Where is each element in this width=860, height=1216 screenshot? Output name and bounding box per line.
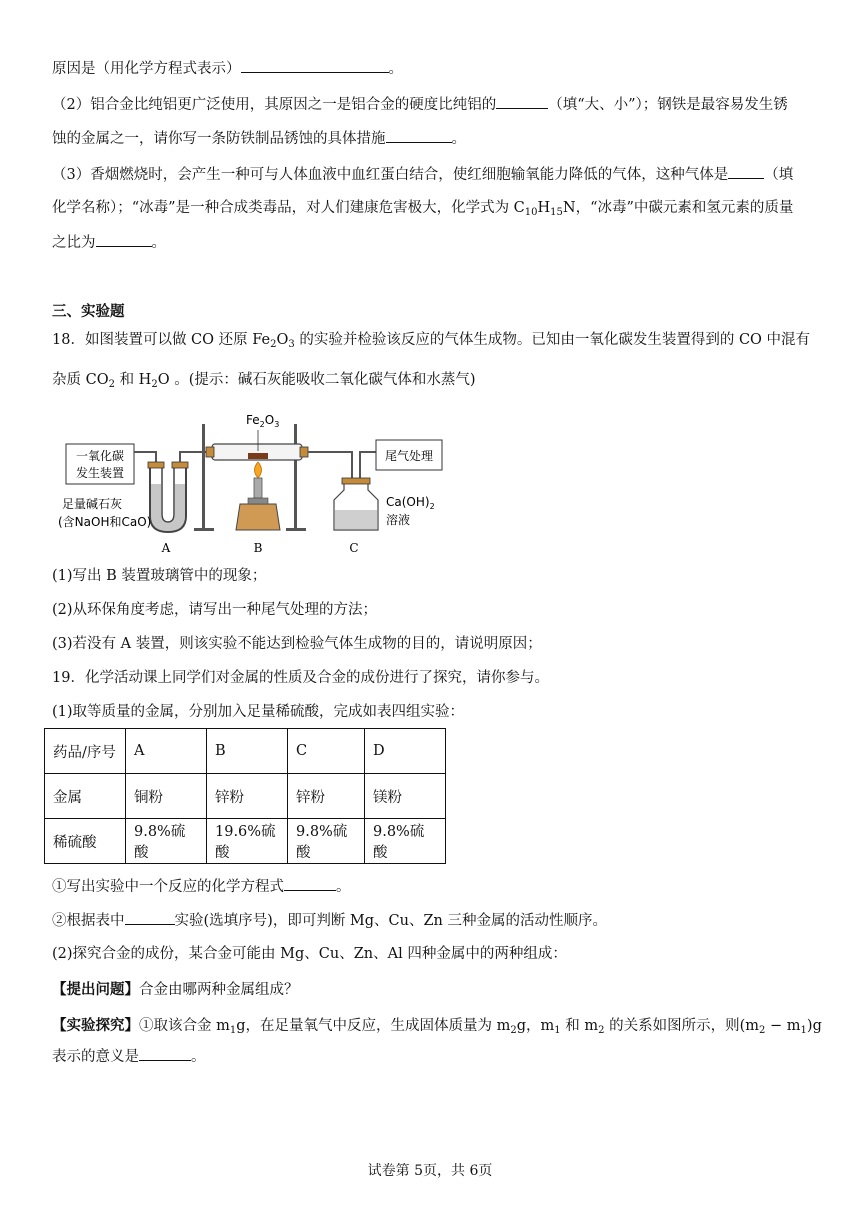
bracket-label: 【实验探究】 — [52, 1017, 139, 1034]
fe2o3-label: $Fe_2O_3$ — [246, 413, 280, 429]
section-heading: 三、实验题 — [52, 303, 125, 320]
text-line — [52, 876, 351, 897]
text-line — [52, 980, 299, 1000]
subscript: 15 — [550, 207, 563, 218]
text: 合金由哪两种金属组成？ — [139, 982, 299, 998]
text: 之比为 — [52, 235, 96, 251]
answer-blank[interactable] — [386, 128, 452, 143]
page-footer: 试卷第 5页，共 6页 — [367, 1163, 493, 1179]
text-line: (3)若没有 A 装置，则该实验不能达到检验气体生成物的目的，请说明原因； — [52, 636, 542, 652]
subscript: 3 — [288, 339, 295, 350]
text: )g — [806, 1018, 822, 1034]
text: 。 — [151, 235, 166, 251]
text: H — [537, 200, 551, 216]
table-row — [45, 819, 446, 864]
u-tube-inner — [162, 468, 174, 522]
table-cell: 9.8%硫酸 — [126, 819, 207, 864]
text: 。 — [388, 61, 403, 77]
question-19: 19．化学活动课上同学们对金属的性质及合金的成份进行了探究，请你参与。 — [52, 670, 549, 686]
table-cell: 金属 — [45, 774, 126, 819]
table-row — [45, 729, 446, 774]
table-cell: 稀硫酸 — [45, 819, 126, 864]
text: 和 m — [560, 1018, 599, 1034]
limewater — [335, 510, 377, 529]
text: 实验(选填序号)，即可判断 Mg、Cu、Zn 三种金属的活动性顺序。 — [174, 913, 608, 929]
answer-blank[interactable] — [241, 58, 389, 73]
tube-stopper-left — [206, 447, 214, 457]
text-line — [52, 128, 466, 149]
table-cell: 9.8%硫酸 — [365, 819, 446, 864]
text: ②根据表中 — [52, 913, 125, 929]
text: （2）铝合金比纯铝更广泛使用，其原因之一是铝合金的硬度比纯铝的 — [52, 97, 497, 113]
text: O — [276, 332, 289, 348]
soda-lime-composition: (含NaOH和CaO) — [58, 515, 152, 529]
text-line: (2)从环保角度考虑，请写出一种尾气处理的方法； — [52, 602, 378, 618]
table-cell: 锌粉 — [288, 774, 365, 819]
text: 。 — [451, 131, 466, 147]
label-a: A — [161, 541, 171, 555]
alcohol-lamp — [236, 504, 280, 530]
table-cell: A — [126, 729, 207, 774]
answer-blank[interactable] — [284, 876, 336, 891]
answer-blank[interactable] — [139, 1046, 191, 1061]
soda-lime-fill — [151, 484, 185, 531]
lamp-cap — [248, 498, 268, 504]
text-line — [52, 910, 607, 931]
text: 蚀的金属之一，请你写一条防铁制品锈蚀的具体措施 — [52, 131, 386, 147]
text: N，“冰毒”中碳元素和氢元素的质量 — [562, 200, 794, 216]
experiment-table — [44, 728, 446, 864]
text-line: (2)探究合金的成份，某合金可能由 Mg、Cu、Zn、Al 四种金属中的两种组成： — [52, 946, 567, 962]
text: g，在足量氧气中反应，生成固体质量为 m — [236, 1018, 511, 1034]
tube-stopper-right — [300, 447, 308, 457]
subscript: 2 — [759, 1025, 766, 1036]
text: O 。(提示：碱石灰能吸收二氧化碳气体和水蒸气) — [157, 372, 476, 388]
answer-blank[interactable] — [125, 910, 175, 925]
bracket-label: 【提出问题】 — [52, 981, 139, 998]
stopper-right — [172, 462, 188, 468]
co-generator-label-1: 一氧化碳 — [75, 449, 125, 463]
text: ①取该合金 m — [139, 1018, 230, 1034]
table-cell: 镁粉 — [365, 774, 446, 819]
subscript: 1 — [554, 1025, 561, 1036]
table-cell: 19.6%硫酸 — [207, 819, 288, 864]
text: ①写出实验中一个反应的化学方程式 — [52, 879, 284, 895]
co-generator-label-2: 发生装置 — [75, 466, 125, 480]
text-line — [52, 1016, 822, 1041]
text: 的关系如图所示，则(m — [604, 1018, 760, 1034]
text: 。 — [336, 879, 351, 895]
text: 杂质 CO — [52, 372, 109, 388]
question-18 — [52, 330, 810, 355]
lamp-nozzle — [254, 478, 262, 498]
fe2o3-sample — [248, 453, 268, 459]
stand-base-left — [194, 528, 214, 531]
text-line — [52, 232, 166, 253]
table-row — [45, 774, 446, 819]
stand-base-right — [286, 528, 306, 531]
answer-blank[interactable] — [728, 164, 764, 179]
text-line: (1)写出 B 装置玻璃管中的现象； — [52, 568, 267, 584]
subscript: 1 — [229, 1025, 237, 1036]
subscript: 1 — [800, 1025, 807, 1036]
table-cell: 锌粉 — [207, 774, 288, 819]
text: 和 H — [114, 372, 152, 388]
table-cell: B — [207, 729, 288, 774]
stand-rod-left — [202, 424, 205, 530]
soda-lime-label: 足量碱石灰 — [62, 497, 123, 511]
subscript: 2 — [510, 1025, 517, 1036]
apparatus-diagram — [58, 404, 448, 562]
answer-blank[interactable] — [96, 232, 152, 247]
text: 原因是（用化学方程式表示） — [52, 61, 241, 77]
answer-blank[interactable] — [496, 94, 548, 109]
table-cell: C — [288, 729, 365, 774]
text: （3）香烟燃烧时，会产生一种可与人体血液中血红蛋白结合，使红细胞输氧能力降低的气体，这种气体是 — [52, 167, 729, 183]
text: （填“大、小”）；钢铁是最容易发生锈 — [548, 97, 788, 113]
limewater-label: $Ca(OH)_2$ — [386, 495, 435, 511]
label-c: C — [349, 541, 359, 555]
subscript: 2 — [270, 339, 277, 350]
text-line: (1)取等质量的金属，分别加入足量稀硫酸，完成如表四组实验： — [52, 704, 465, 720]
text: g，m — [516, 1018, 555, 1034]
text-line — [52, 1046, 206, 1067]
text: 表示的意义是 — [52, 1049, 139, 1065]
text: 的实验并检验该反应的气体生成物。已知由一氧化碳发生装置得到的 CO 中混有 — [294, 332, 811, 348]
table-cell: D — [365, 729, 446, 774]
text: 18．如图装置可以做 CO 还原 Fe — [52, 332, 271, 348]
text-line — [52, 94, 788, 115]
table-cell: 铜粉 — [126, 774, 207, 819]
text-line — [52, 198, 793, 223]
stand-rod-right — [294, 424, 297, 530]
flame-icon — [255, 462, 262, 478]
text-line — [52, 164, 793, 185]
bottle-stopper — [342, 478, 370, 484]
label-b: B — [253, 541, 263, 555]
text-line — [52, 58, 403, 79]
text: 化学名称）；“冰毒”是一种合成类毒品，对人们建康危害极大，化学式为 C — [52, 200, 525, 216]
stopper-left — [148, 462, 164, 468]
text: − m — [765, 1018, 801, 1034]
table-cell: 9.8%硫酸 — [288, 819, 365, 864]
tail-gas-label: 尾气处理 — [384, 449, 434, 463]
text: （填 — [764, 167, 794, 183]
text-line — [52, 370, 476, 395]
subscript: 10 — [524, 207, 538, 218]
subscript: 2 — [108, 379, 115, 390]
solution-label: 溶液 — [386, 513, 411, 527]
subscript: 2 — [598, 1025, 605, 1036]
subscript: 2 — [151, 379, 158, 390]
text: 。 — [191, 1049, 206, 1065]
table-cell: 药品/序号 — [45, 729, 126, 774]
